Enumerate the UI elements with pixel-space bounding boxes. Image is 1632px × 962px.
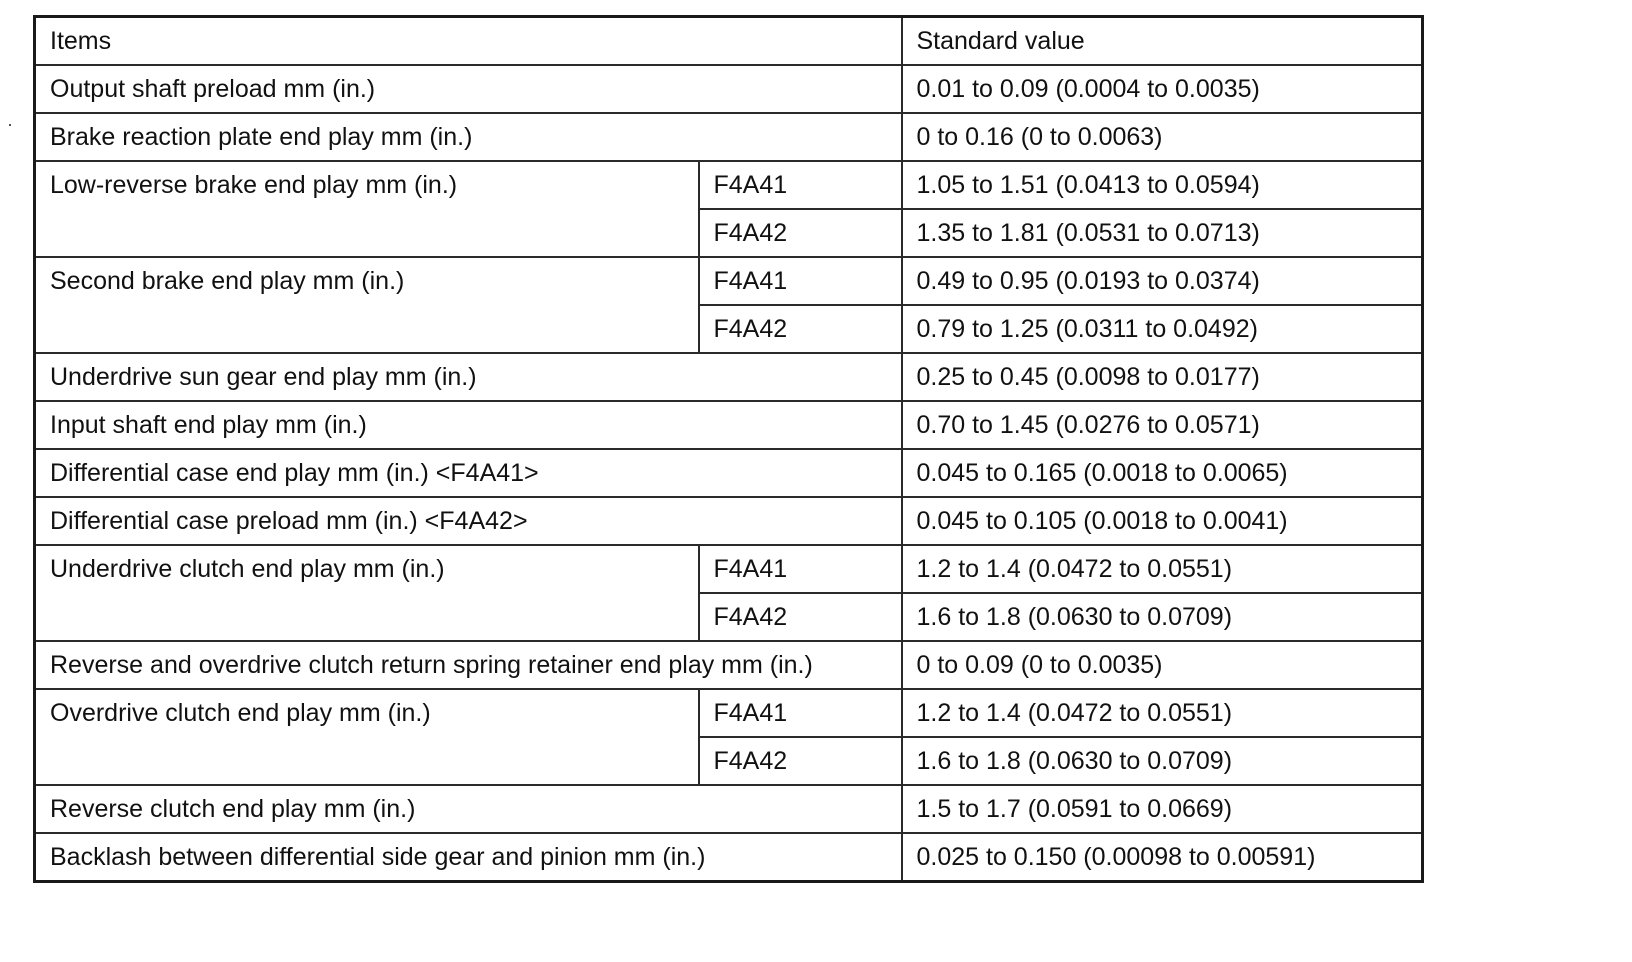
model-cell: F4A41 [699, 257, 902, 305]
value-cell: 1.6 to 1.8 (0.0630 to 0.0709) [902, 593, 1423, 641]
item-cell: Backlash between differential side gear and pinion mm (in.) [35, 833, 902, 882]
table-row [35, 449, 1423, 497]
table-row [35, 545, 1423, 593]
value-cell: 0 to 0.16 (0 to 0.0063) [902, 113, 1423, 161]
model-cell: F4A41 [699, 689, 902, 737]
table-row [35, 641, 1423, 689]
item-cell: Reverse clutch end play mm (in.) [35, 785, 902, 833]
value-cell: 1.2 to 1.4 (0.0472 to 0.0551) [902, 545, 1423, 593]
value-cell: 0 to 0.09 (0 to 0.0035) [902, 641, 1423, 689]
item-cell: Brake reaction plate end play mm (in.) [35, 113, 902, 161]
value-cell: 0.01 to 0.09 (0.0004 to 0.0035) [902, 65, 1423, 113]
table-row [35, 113, 1423, 161]
item-cell: Low-reverse brake end play mm (in.) [35, 161, 699, 257]
item-cell: Input shaft end play mm (in.) [35, 401, 902, 449]
table-row [35, 353, 1423, 401]
model-cell: F4A42 [699, 209, 902, 257]
table-row [35, 689, 1423, 737]
value-cell: 1.5 to 1.7 (0.0591 to 0.0669) [902, 785, 1423, 833]
value-cell: 0.025 to 0.150 (0.00098 to 0.00591) [902, 833, 1423, 882]
item-cell: Underdrive sun gear end play mm (in.) [35, 353, 902, 401]
item-cell: Differential case end play mm (in.) <F4A41> [35, 449, 902, 497]
value-cell: 1.2 to 1.4 (0.0472 to 0.0551) [902, 689, 1423, 737]
table-row [35, 833, 1423, 882]
model-cell: F4A42 [699, 305, 902, 353]
table-row [35, 65, 1423, 113]
model-cell: F4A41 [699, 545, 902, 593]
model-cell: F4A42 [699, 737, 902, 785]
header-standard-value: Standard value [902, 17, 1423, 66]
item-cell: Overdrive clutch end play mm (in.) [35, 689, 699, 785]
standard-value-table [33, 15, 1424, 883]
item-cell: Output shaft preload mm (in.) [35, 65, 902, 113]
table-row [35, 497, 1423, 545]
value-cell: 1.05 to 1.51 (0.0413 to 0.0594) [902, 161, 1423, 209]
value-cell: 1.6 to 1.8 (0.0630 to 0.0709) [902, 737, 1423, 785]
value-cell: 0.25 to 0.45 (0.0098 to 0.0177) [902, 353, 1423, 401]
item-cell: Underdrive clutch end play mm (in.) [35, 545, 699, 641]
value-cell: 0.045 to 0.165 (0.0018 to 0.0065) [902, 449, 1423, 497]
value-cell: 0.045 to 0.105 (0.0018 to 0.0041) [902, 497, 1423, 545]
value-cell: 0.49 to 0.95 (0.0193 to 0.0374) [902, 257, 1423, 305]
value-cell: 0.79 to 1.25 (0.0311 to 0.0492) [902, 305, 1423, 353]
item-cell: Differential case preload mm (in.) <F4A42> [35, 497, 902, 545]
table-row [35, 401, 1423, 449]
header-items: Items [35, 17, 902, 66]
model-cell: F4A42 [699, 593, 902, 641]
scan-speck [9, 124, 11, 126]
value-cell: 1.35 to 1.81 (0.0531 to 0.0713) [902, 209, 1423, 257]
table-row [35, 785, 1423, 833]
table-row [35, 257, 1423, 305]
table-row [35, 161, 1423, 209]
value-cell: 0.70 to 1.45 (0.0276 to 0.0571) [902, 401, 1423, 449]
model-cell: F4A41 [699, 161, 902, 209]
item-cell: Reverse and overdrive clutch return spring retainer end play mm (in.) [35, 641, 902, 689]
header-row [35, 17, 1423, 66]
item-cell: Second brake end play mm (in.) [35, 257, 699, 353]
